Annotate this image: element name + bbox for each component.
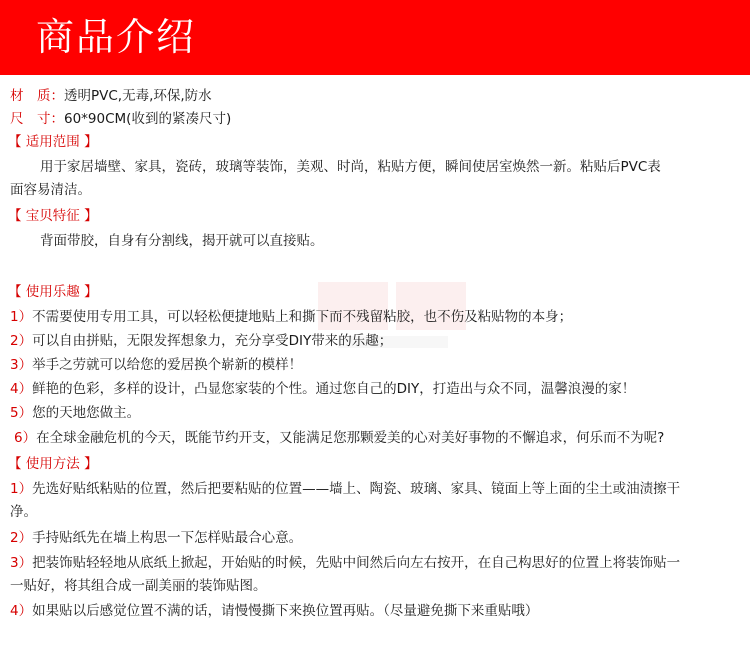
fun-item-number: 2） [10, 333, 33, 349]
scope-heading: 【 适用范围 】 [8, 134, 98, 150]
scope-line-1: 用于家居墙壁、家具，瓷砖，玻璃等装饰，美观、时尚，粘贴方便，瞬间使居室焕然一新。粘贴后PVC表 [40, 159, 661, 175]
method-item-1-continued: 净。 [10, 504, 37, 520]
fun-item-text: 举手之劳就可以给您的爱居换个崭新的模样！ [32, 357, 303, 373]
fun-item-5 [10, 403, 140, 423]
method-heading: 【 使用方法 】 [8, 456, 98, 472]
material-row [10, 86, 212, 106]
fun-heading: 【 使用乐趣 】 [8, 284, 98, 300]
method-item-number: 2） [10, 530, 33, 546]
features-line-1: 背面带胶，自身有分割线，揭开就可以直接贴。 [40, 233, 324, 249]
material-value: 透明PVC,无毒,环保,防水 [64, 88, 212, 104]
method-item-number: 4） [10, 603, 33, 619]
size-label: 尺 寸： [10, 111, 64, 127]
method-item-number: 1） [10, 481, 33, 497]
method-item-3-continued: 一贴好，将其组合成一副美丽的装饰贴图。 [10, 578, 267, 594]
fun-item-number: 3） [10, 357, 33, 373]
fun-item-number: 1） [10, 309, 33, 325]
fun-item-text: 不需要使用专用工具，可以轻松便捷地贴上和撕下而不残留粘胶，也不伤及粘贴物的本身； [32, 309, 573, 325]
size-row [10, 109, 231, 129]
method-item-1 [10, 479, 680, 499]
fun-item-3 [10, 355, 302, 375]
method-item-text: 如果贴以后感觉位置不满的话，请慢慢撕下来换位置再贴。（尽量避免撕下来重贴哦） [32, 603, 539, 619]
method-item-3 [10, 553, 680, 573]
fun-item-2 [10, 331, 392, 351]
page-title: 商品介绍 [36, 15, 197, 59]
header-banner [0, 0, 750, 75]
features-heading: 【 宝贝特征 】 [8, 208, 98, 224]
method-item-2 [10, 528, 302, 548]
fun-item-6 [14, 428, 664, 448]
fun-item-4 [10, 379, 635, 399]
method-item-number: 3） [10, 555, 33, 571]
method-item-4 [10, 601, 538, 621]
fun-item-text: 鲜艳的色彩，多样的设计，凸显您家装的个性。通过您自己的DIY，打造出与众不同，温馨浪漫的家！ [32, 381, 636, 397]
fun-item-number: 4） [10, 381, 33, 397]
size-value: 60*90CM(收到的紧凑尺寸) [64, 111, 232, 127]
fun-item-number: 6） [14, 430, 37, 446]
fun-item-text: 您的天地您做主。 [32, 405, 141, 421]
method-item-text: 先选好贴纸粘贴的位置，然后把要粘贴的位置——墙上、陶瓷、玻璃、家具、镜面上等上面的尘土或油渍擦干 [32, 481, 681, 497]
material-label: 材 质： [10, 88, 64, 104]
fun-item-text: 可以自由拼贴，无限发挥想象力，充分享受DIY带来的乐趣； [32, 333, 393, 349]
method-item-text: 把装饰贴轻轻地从底纸上掀起，开始贴的时候，先贴中间然后向左右按开，在自己构思好的位置上将装饰贴一 [32, 555, 681, 571]
fun-item-number: 5） [10, 405, 33, 421]
method-item-text: 手持贴纸先在墙上构思一下怎样贴最合心意。 [32, 530, 303, 546]
fun-item-1 [10, 307, 572, 327]
scope-line-2: 面容易清洁。 [10, 182, 91, 198]
fun-item-text: 在全球金融危机的今天，既能节约开支，又能满足您那颗爱美的心对美好事物的不懈追求，何乐而不为呢? [36, 430, 665, 446]
